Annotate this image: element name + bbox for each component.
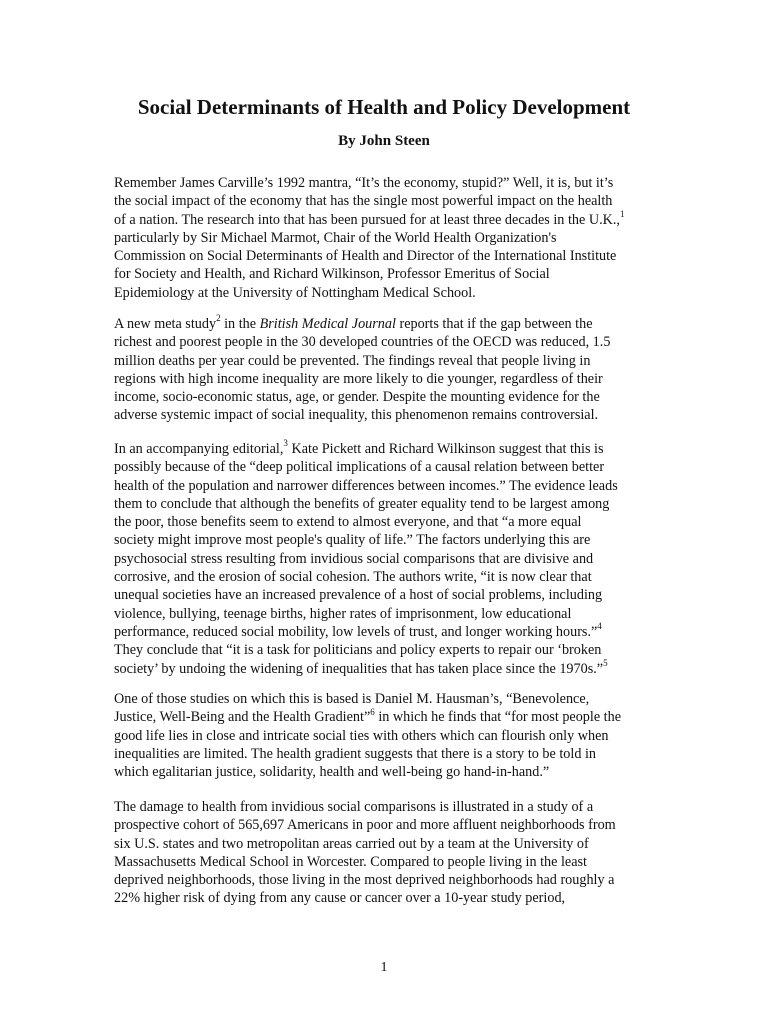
- text-line: the poor, those benefits seem to extend to almost everyone, and that “a more equal: [114, 514, 582, 531]
- text-line: Commission on Social Determinants of Health and Director of the International Institute: [114, 248, 617, 265]
- text-line: them to conclude that although the benefits of greater equality tend to be largest among: [114, 495, 610, 512]
- page-number: 1: [380, 960, 388, 975]
- text-run: society’ by undoing the widening of inequalities that has taken place since the 1970s.”: [114, 660, 604, 677]
- text-run: in the: [220, 316, 260, 332]
- text-line: [114, 208, 657, 229]
- text-line: Massachusetts Medical School in Worcester. Compared to people living in the least: [114, 853, 587, 870]
- text-line: unequal societies have an increased prevalence of a host of social problems, including: [114, 587, 603, 604]
- text-run: of a nation. The research into that has been pursued for at least three decades in the U.K.,: [114, 211, 620, 228]
- text-line: income, socio-economic status, age, or gender. Despite the mounting evidence for the: [114, 389, 600, 406]
- journal-name: British Medical Journal: [259, 316, 396, 332]
- text-line: [114, 708, 657, 726]
- footnote-ref-1[interactable]: 1: [619, 208, 625, 219]
- text-line: [114, 440, 657, 458]
- text-run: In an accompanying editorial,: [114, 441, 284, 457]
- text-line: violence, bullying, teenage births, higher rates of imprisonment, low educational: [114, 605, 572, 622]
- text-run: in which he finds that “for most people the: [374, 709, 622, 726]
- text-line: which egalitarian justice, solidarity, health and well-being go hand-in-hand.”: [114, 764, 550, 781]
- text-line: possibly because of the “deep political implications of a causal relation between better: [114, 459, 605, 476]
- text-line: deprived neighborhoods, those living in the most deprived neighborhoods had roughly a: [114, 872, 615, 889]
- text-line: One of those studies on which this is based is Daniel M. Hausman’s, “Benevolence,: [114, 691, 590, 707]
- text-line: Epidemiology at the University of Nottingham Medical School.: [114, 284, 476, 301]
- text-line: 22% higher risk of dying from any cause or cancer over a 10-year study period,: [114, 890, 566, 907]
- text-line: [114, 657, 657, 678]
- text-run: Justice, Well-Being and the Health Gradient”: [114, 709, 371, 726]
- text-line: six U.S. states and two metropolitan areas carried out by a team at the University of: [114, 835, 589, 852]
- text-line: regions with high income inequality are more likely to die younger, regardless of their: [114, 370, 603, 387]
- text-line: good life lies in close and intricate social ties with others which can flourish only when: [114, 727, 609, 744]
- footnote-ref-2[interactable]: 2: [216, 313, 221, 324]
- paragraph-3: [114, 440, 657, 678]
- text-line: prospective cohort of 565,697 Americans in poor and more affluent neighborhoods from: [114, 817, 616, 834]
- text-line: psychosocial stress resulting from invidious social comparisons that are divisive and: [114, 550, 594, 567]
- text-line: particularly by Sir Michael Marmot, Chair of the World Health Organization's: [114, 229, 557, 246]
- text-line: corrosive, and the erosion of social cohesion. The authors write, “it is now clear that: [114, 569, 592, 586]
- text-run: Kate Pickett and Richard Wilkinson suggest that this is: [287, 441, 604, 457]
- footnote-ref-4[interactable]: 4: [597, 621, 602, 632]
- text-line: [114, 315, 657, 333]
- text-line: richest and poorest people in the 30 developed countries of the OECD was reduced, 1.5: [114, 334, 611, 351]
- text-line: the social impact of the economy that has the single most powerful impact on the health: [114, 193, 613, 210]
- text-line: inequalities are limited. The health gradient suggests that there is a story to be told in: [114, 745, 596, 762]
- paragraph-2: [114, 315, 657, 425]
- footnote-ref-3[interactable]: 3: [283, 438, 288, 449]
- author-byline: By John Steen: [338, 133, 430, 149]
- text-run: A new meta study: [114, 316, 217, 332]
- paragraph-5: [114, 798, 657, 908]
- footnote-ref-5[interactable]: 5: [603, 657, 608, 668]
- text-line: The damage to health from invidious social comparisons is illustrated in a study of a: [114, 799, 594, 815]
- text-line: They conclude that “it is a task for politicians and policy experts to repair our ‘broken: [114, 642, 602, 659]
- document-title: Social Determinants of Health and Policy Development: [137, 95, 631, 119]
- paragraph-4: [114, 690, 657, 781]
- paragraph-1: [114, 174, 657, 302]
- text-line: Remember James Carville’s 1992 mantra, “It’s the economy, stupid?” Well, it is, but it’s: [114, 175, 614, 191]
- text-run: performance, reduced social mobility, low levels of trust, and longer working hours.”: [114, 623, 598, 640]
- text-line: million deaths per year could be prevented. The findings reveal that people living in: [114, 352, 591, 369]
- text-line: health of the population and narrower differences between incomes.” The evidence leads: [114, 477, 618, 494]
- text-run: reports that if the gap between the: [395, 316, 593, 332]
- footnote-ref-6[interactable]: 6: [370, 706, 375, 717]
- text-line: for Society and Health, and Richard Wilkinson, Professor Emeritus of Social: [114, 266, 550, 283]
- text-line: society might improve most people's quality of life.” The factors underlying this are: [114, 532, 591, 549]
- text-line: adverse systemic impact of social inequality, this phenomenon remains controversial.: [114, 407, 599, 424]
- text-line: [114, 623, 657, 641]
